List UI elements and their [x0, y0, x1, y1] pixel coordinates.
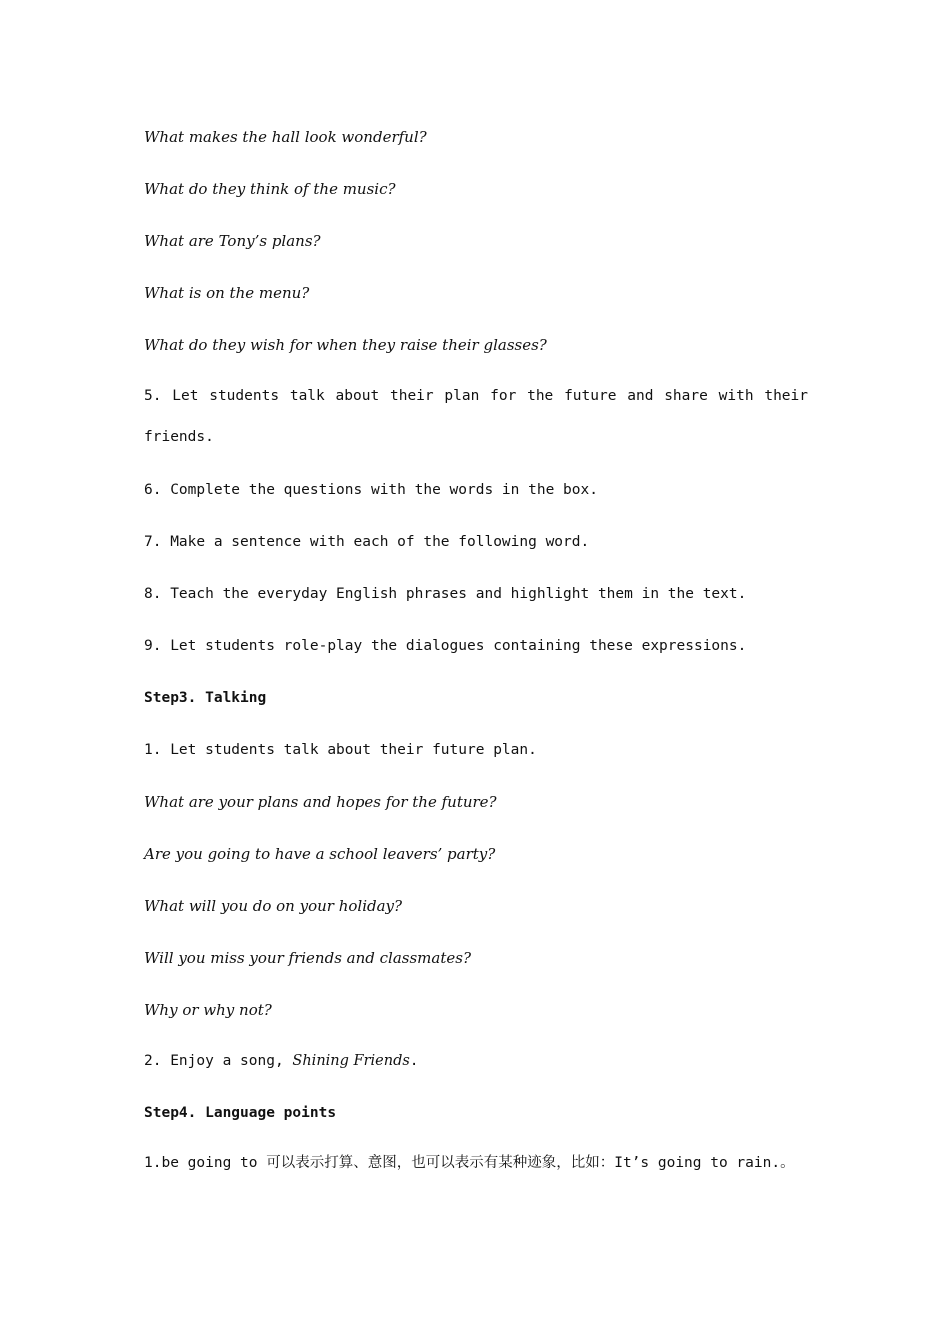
question-future-plans: What are your plans and hopes for the future? — [144, 793, 497, 811]
question-leavers-party: Are you going to have a school leavers’ party? — [144, 845, 496, 863]
step-item-7: 7. Make a sentence with each of the following word. — [144, 534, 590, 550]
song-prefix: 2. Enjoy a song, — [144, 1053, 293, 1069]
step-item-5: 5. Let students talk about their plan for the future and share with their friends. — [144, 388, 808, 445]
question-holiday: What will you do on your holiday? — [144, 897, 403, 915]
question-hall: What makes the hall look wonderful? — [144, 128, 427, 146]
step-item-6: 6. Complete the questions with the words in the box. — [144, 482, 598, 498]
step4-item-1: 1.be going to 可以表示打算、意图，也可以表示有某种迹象，比如：It’s going to rain.。 — [144, 1155, 795, 1171]
question-music: What do they think of the music? — [144, 180, 396, 198]
step3-item-2 — [144, 1051, 808, 1071]
question-menu: What is on the menu? — [144, 284, 310, 302]
step-item-8: 8. Teach the everyday English phrases and highlight them in the text. — [144, 586, 747, 602]
step4-heading: Step4. Language points — [144, 1105, 337, 1121]
step3-item-1: 1. Let students talk about their future plan. — [144, 742, 537, 758]
question-tony-plans: What are Tony’s plans? — [144, 232, 321, 250]
song-suffix: . — [409, 1053, 419, 1069]
question-glasses: What do they wish for when they raise their glasses? — [144, 336, 547, 354]
song-title: Shining Friends — [292, 1053, 410, 1069]
question-why-not: Why or why not? — [144, 1001, 272, 1019]
step-item-9: 9. Let students role-play the dialogues containing these expressions. — [144, 638, 747, 654]
step3-heading: Step3. Talking — [144, 690, 267, 706]
question-miss-friends: Will you miss your friends and classmates? — [144, 949, 471, 967]
